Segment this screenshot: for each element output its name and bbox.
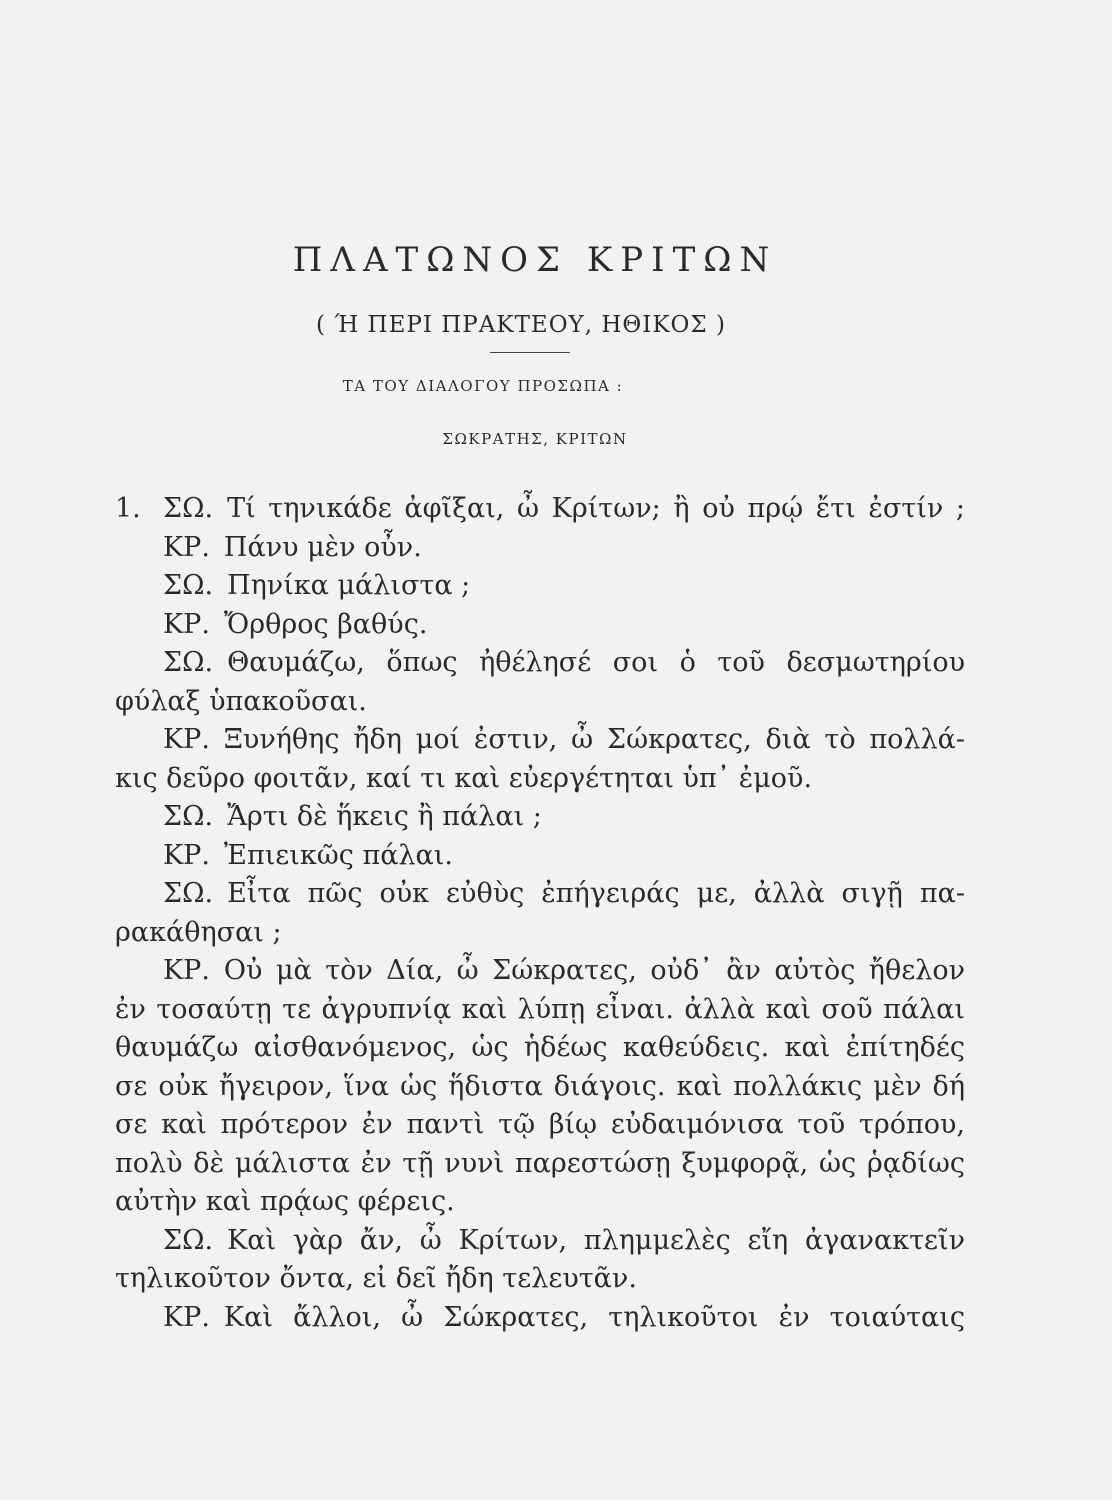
speaker-label: ΚΡ. [163,955,210,986]
speaker-label: ΚΡ. [163,724,210,755]
speaker-label: ΚΡ. [163,1301,210,1333]
line-text: φύλαξ ὑπακοῦσαι. [115,685,367,717]
dialogue-line [115,606,965,645]
dialogue-line [115,875,965,914]
line-text: αὐτὴν καὶ πρᾴως φέρεις. [115,1186,455,1217]
line-text: Ὄρθρος βαθύς. [223,608,428,640]
dialogue-line [115,914,965,953]
dialogue-text [115,490,965,1337]
line-text: πολὺ δὲ μάλιστα ἐν τῇ νυνὶ παρεστώσῃ ξυμφορᾷ, ὡς ῥᾳδίως [115,1147,965,1179]
dialogue-line [115,1029,965,1068]
speaker-label: ΣΩ. [163,1224,214,1256]
speaker-label: ΣΩ. [163,647,214,678]
dialogue-line [115,1068,965,1107]
dialogue-line [115,644,965,683]
line-text: σε οὐκ ἤγειρον, ἵνα ὡς ἥδιστα διάγοις. καὶ πολλάκις μὲν δή [115,1070,965,1102]
dialogue-line [115,1222,965,1261]
dialogue-line [115,1183,965,1222]
speaker-label: ΣΩ. [163,878,214,909]
line-text: τηλικοῦτον ὄντα, εἰ δεῖ ἤδη τελευτᾶν. [115,1263,637,1294]
line-text: Καὶ γὰρ ἄν, ὦ Κρίτων, πλημμελὲς εἴη ἀγανακτεῖν [227,1224,965,1256]
line-text: Ἐπιεικῶς πάλαι. [223,839,453,871]
dialogue-line [115,1299,965,1338]
line-text: κις δεῦρο φοιτᾶν, καί τι καὶ εὐεργέτηται ὑπ᾽ ἐμοῦ. [115,762,813,794]
speaker-label: ΣΩ. [163,570,214,601]
dialogue-line [115,683,965,722]
dialogue-line [115,991,965,1030]
line-text: Θαυμάζω, ὅπως ἠθέλησέ σοι ὁ τοῦ δεσμωτηρίου [227,647,965,678]
divider [490,352,570,353]
dialogue-line [115,490,965,529]
line-text: Εἶτα πῶς οὐκ εὐθὺς ἐπήγειράς με, ἀλλὰ σιγῇ πα- [227,878,965,909]
line-text: Ἄρτι δὲ ἥκεις ἢ πάλαι ; [227,801,542,832]
line-text: Πηνίκα μάλιστα ; [227,570,471,601]
speaker-label: ΣΩ. [163,493,214,524]
dialogue-line [115,721,965,760]
line-text: σε καὶ πρότερον ἐν παντὶ τῷ βίῳ εὐδαιμόνισα τοῦ τρόπου, [115,1109,965,1140]
dialogue-line [115,837,965,876]
line-text: θαυμάζω αἰσθανόμενος, ὡς ἡδέως καθεύδεις. καὶ ἐπίτηδές [115,1032,965,1063]
dialogue-line [115,952,965,991]
speaker-label: ΣΩ. [163,801,214,832]
speaker-label: ΚΡ. [163,531,210,563]
persons-heading: ΤΑ ΤΟΥ ΔΙΑΛΟΓΟΥ ΠΡΟΣΩΠΑ : [342,377,624,395]
line-text: Ξυνήθης ἤδη μοί ἐστιν, ὦ Σώκρατες, διὰ τὸ πολλά- [223,724,965,755]
speaker-label: ΚΡ. [163,608,210,640]
dialogue-line [115,1260,965,1299]
dialogue-line [115,1106,965,1145]
dialogue-line [115,567,965,606]
speaker-label: ΚΡ. [163,839,210,871]
dialogue-line [115,529,965,568]
work-title: ΠΛΑΤΩΝΟΣ ΚΡΙΤΩΝ [292,240,778,280]
line-text: Τί τηνικάδε ἀφῖξαι, ὦ Κρίτων; ἢ οὐ πρῴ ἔτι ἐστίν ; [227,493,965,524]
line-text: ἐν τοσαύτῃ τε ἀγρυπνίᾳ καὶ λύπῃ εἶναι. ἀλλὰ καὶ σοῦ πάλαι [115,993,965,1025]
work-subtitle: ( Ή ΠΕΡΙ ΠΡΑΚΤΕΟΥ, ΗΘΙΚΟΣ ) [316,312,726,338]
dialogue-line [115,1145,965,1184]
section-number: 1. [115,493,141,524]
line-text: Καὶ ἄλλοι, ὦ Σώκρατες, τηλικοῦτοι ἐν τοιαύταις [223,1301,965,1333]
persons-list: ΣΩΚΡΑΤΗΣ, ΚΡΙΤΩΝ [442,430,628,448]
dialogue-line [115,760,965,799]
line-text: Πάνυ μὲν οὖν. [223,531,422,563]
line-text: ρακάθησαι ; [115,916,282,948]
dialogue-line [115,798,965,837]
line-text: Οὐ μὰ τὸν Δία, ὦ Σώκρατες, οὐδ᾽ ἂν αὐτὸς ἤθελον [223,955,965,986]
